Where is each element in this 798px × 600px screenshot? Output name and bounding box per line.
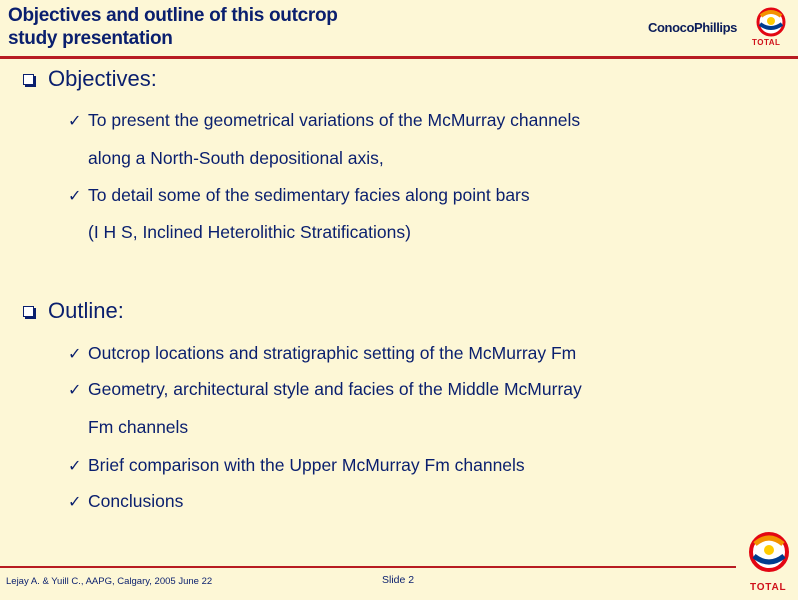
check-icon: ✓ [68, 457, 82, 475]
list-item-text: Geometry, architectural style and facies of the Middle McMurray [88, 379, 582, 399]
list-item [68, 455, 525, 476]
check-icon: ✓ [68, 345, 82, 363]
section-heading-text: Outline: [48, 298, 124, 323]
header-divider [0, 56, 798, 59]
total-logo-text-top: TOTAL [752, 38, 781, 47]
square-bullet-icon [23, 306, 34, 317]
section-heading-objectives [18, 66, 157, 92]
slide-number: Slide 2 [382, 574, 415, 586]
square-bullet-icon [23, 74, 34, 85]
list-item-text: To detail some of the sedimentary facies along point bars [88, 185, 530, 205]
section-heading-text: Objectives: [48, 66, 157, 91]
check-icon: ✓ [68, 493, 82, 511]
list-item [68, 491, 183, 512]
section-heading-outline [18, 298, 124, 324]
total-logo-text-bottom: TOTAL [750, 582, 787, 593]
list-item [68, 185, 530, 206]
list-item-continuation: (I H S, Inclined Heterolithic Stratifications) [88, 222, 411, 242]
check-icon: ✓ [68, 112, 82, 130]
list-item-text: Outcrop locations and stratigraphic setting of the McMurray Fm [88, 343, 577, 363]
conocophillips-logo: ConocoPhillips [648, 20, 738, 35]
list-item [68, 343, 576, 364]
list-item [68, 110, 580, 131]
list-item-text: Brief comparison with the Upper McMurray Fm channels [88, 455, 525, 475]
check-icon: ✓ [68, 187, 82, 205]
list-item-text: Conclusions [88, 491, 184, 511]
slide-title-line-1: Objectives and outline of this outcrop [8, 5, 338, 26]
list-item-continuation: along a North-South depositional axis, [88, 148, 384, 168]
footer-divider [0, 566, 736, 568]
list-item [68, 379, 582, 400]
list-item-text: To present the geometrical variations of the McMurray channels [88, 110, 581, 130]
slide-title-line-2: study presentation [8, 28, 173, 49]
slide-title [8, 4, 448, 50]
footer-citation: Lejay A. & Yuill C., AAPG, Calgary, 2005 June 22 [6, 576, 213, 587]
total-logo-icon [746, 528, 792, 582]
list-item-continuation: Fm channels [88, 417, 189, 437]
check-icon: ✓ [68, 381, 82, 399]
